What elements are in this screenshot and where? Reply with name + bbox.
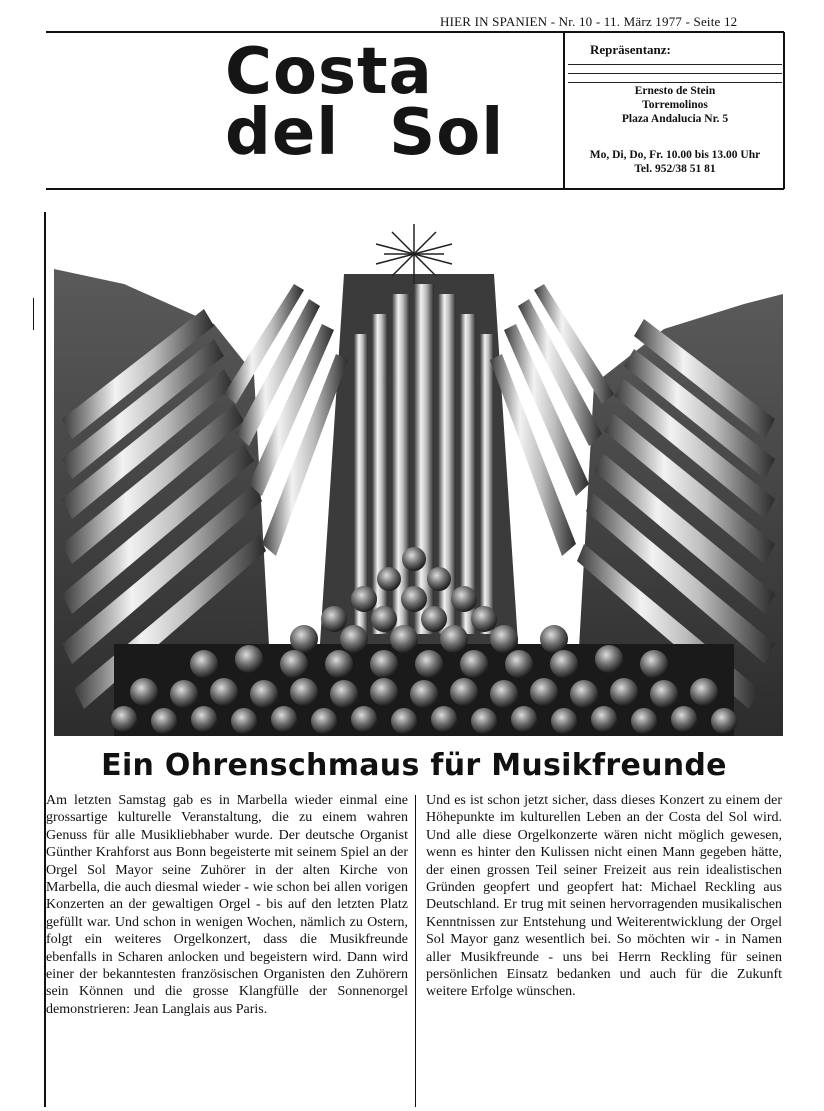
- representation-box: [568, 36, 782, 188]
- organ-pipes-photo: [54, 214, 783, 736]
- masthead-line-1: Costa: [225, 35, 433, 109]
- organ-pipes-icon: [54, 214, 783, 736]
- top-rule: [46, 31, 784, 33]
- representation-contact: [568, 148, 782, 176]
- masthead-sol: Sol: [389, 95, 505, 170]
- article-column-right: Und es ist schon jetzt sicher, dass dieses Konzert zu einem der Höhepunkte im kulturellen Leben an der Costa del Sol wird. Und alle diese Orgelkonzerte wären nicht möglich gewesen, wenn es hinter den Kulissen nicht einen Mann gegeben hätte, der einen grossen Teil seiner Freizeit aus rein idealistischen Gründen geopfert und geopfert hat: Michael Reckling aus Deutschland. Er trug mit seinen hervorragenden musikalischen Kenntnissen zur Entstehung und Weiterentwicklung der Orgel Sol Mayor ganz wesentlich bei. So möchten wir - in Namen aller Musikfreunde - uns bei Herrn Reckling für seinen persönlichen Einsatz bedanken und auch für die Zukunft weitere Erfolge wünschen.: [426, 793, 782, 1000]
- representation-address: [568, 84, 782, 126]
- representative-name: Ernesto de Stein: [634, 85, 716, 97]
- masthead-logo: [225, 35, 505, 170]
- opening-hours: Mo, Di, Do, Fr. 10.00 bis 13.00 Uhr: [589, 149, 761, 161]
- article-headline: Ein Ohrenschmaus für Musikfreunde: [101, 748, 727, 783]
- representative-city: Torremolinos: [642, 99, 708, 111]
- representative-street: Plaza Andalucia Nr. 5: [621, 113, 729, 125]
- masthead-line-2: [225, 95, 505, 170]
- masthead-bottom-rule: [46, 188, 784, 190]
- phone-number: Tel. 952/38 51 81: [634, 163, 716, 175]
- representation-title: Repräsentanz:: [590, 42, 671, 57]
- running-head: HIER IN SPANIEN - Nr. 10 - 11. März 1977 - Seite 12: [440, 14, 738, 29]
- article-column-left: Am letzten Samstag gab es in Marbella wieder einmal eine grossartige kulturelle Veranstaltung, die zu einem wahren Genuss für alle Musikliebhaber wurde. Der deutsche Organist Günther Krahforst aus Bonn begeisterte mit seinem Spiel an der Orgel Sol Mayor seine Zuhörer in der alten Kirche von Marbella, die auch diesmal wieder - wie schon bei allen vorigen Konzerten an der gewaltigen Orgel - bis auf den letzten Platz gefüllt war. Und schon in wenigen Wochen, nämlich zu Ostern, folgt ein weiteres Orgelkonzert, dass die Musikfreunde ebenfalls in Scharen anlocken und begeistern wird. Dann wird einer der bekanntesten französischen Organisten den Zuhörern sein Können und die grosse Klangfülle der Sonnenorgel demonstrieren: Jean Langlais aus Paris.: [46, 793, 408, 1017]
- left-margin-mark: [33, 298, 34, 330]
- rep-box-left-rule: [563, 32, 565, 189]
- rep-box-right-rule: [783, 32, 785, 189]
- masthead-del: del: [225, 95, 340, 170]
- column-divider: [415, 795, 416, 1107]
